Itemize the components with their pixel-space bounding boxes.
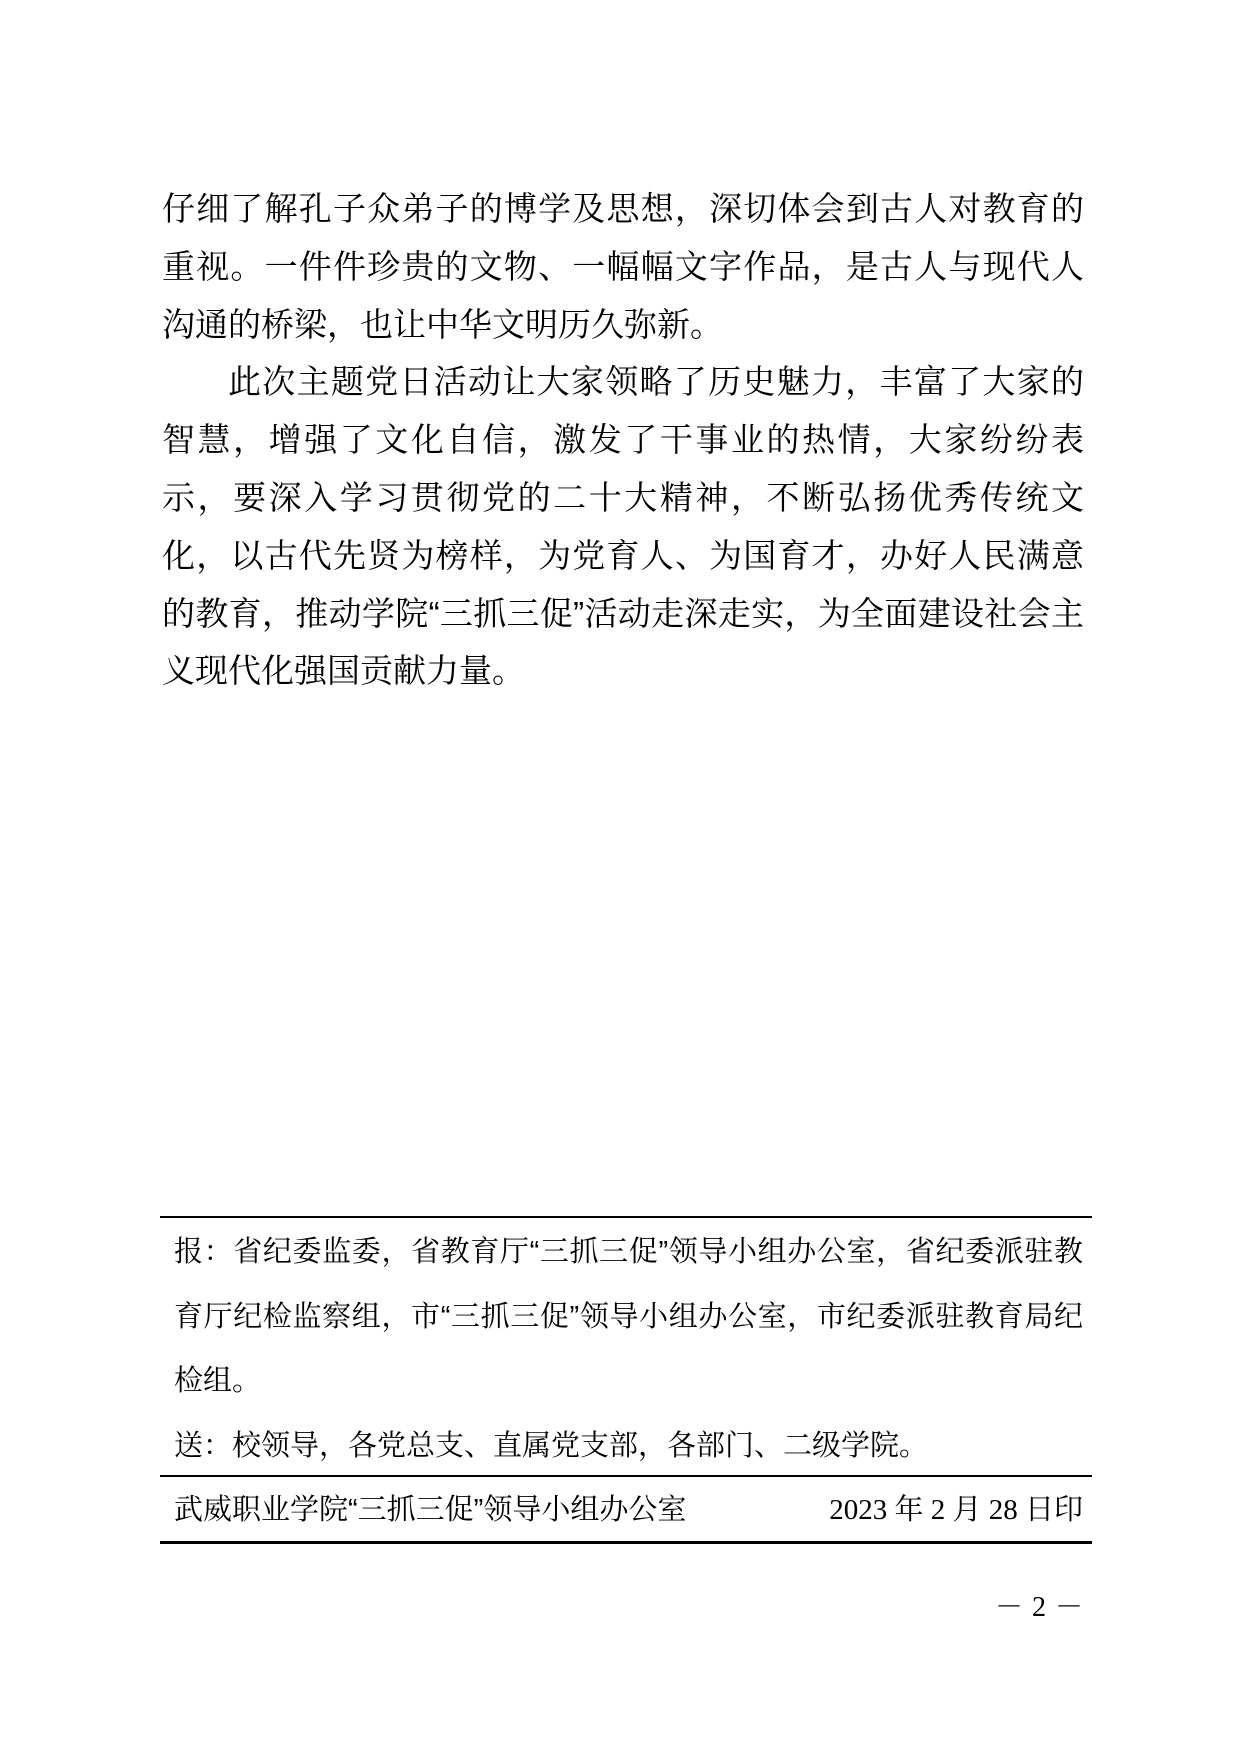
colophon-top-rule	[160, 1216, 1092, 1218]
document-body	[162, 180, 1084, 700]
colophon-middle-rule	[160, 1475, 1092, 1477]
body-paragraph-conclusion: 此次主题党日活动让大家领略了历史魅力，丰富了大家的智慧，增强了文化自信，激发了干事业的热情，大家纷纷表示，要深入学习贯彻党的二十大精神，不断弘扬优秀传统文化，以古代先贤为榜样，为党育人、为国育才，办好人民满意的教育，推动学院“三抓三促”活动走深走实，为全面建设社会主义现代化强国贡献力量。	[162, 363, 1084, 690]
report-distribution-line: 报：省纪委监委，省教育厅“三抓三促”领导小组办公室，省纪委派驻教育厅纪检监察组，市“三抓三促”领导小组办公室，市纪委派驻教育局纪检组。	[174, 1236, 1083, 1398]
body-paragraph-continued: 仔细了解孔子众弟子的博学及思想，深切体会到古人对教育的重视。一件件珍贵的文物、一幅幅文字作品，是古人与现代人沟通的桥梁，也让中华文明历久弥新。	[162, 190, 1084, 343]
send-distribution-line: 送：校领导，各党总支、直属党支部，各部门、二级学院。	[174, 1429, 929, 1462]
colophon-bottom-rule	[160, 1541, 1092, 1544]
issuer-row	[174, 1493, 1083, 1527]
distribution-list	[174, 1220, 1083, 1478]
page-number: － 2 －	[994, 1592, 1084, 1623]
issuing-office: 武威职业学院“三抓三促”领导小组办公室	[174, 1494, 687, 1526]
print-date: 2023 年 2 月 28 日印	[829, 1494, 1083, 1526]
